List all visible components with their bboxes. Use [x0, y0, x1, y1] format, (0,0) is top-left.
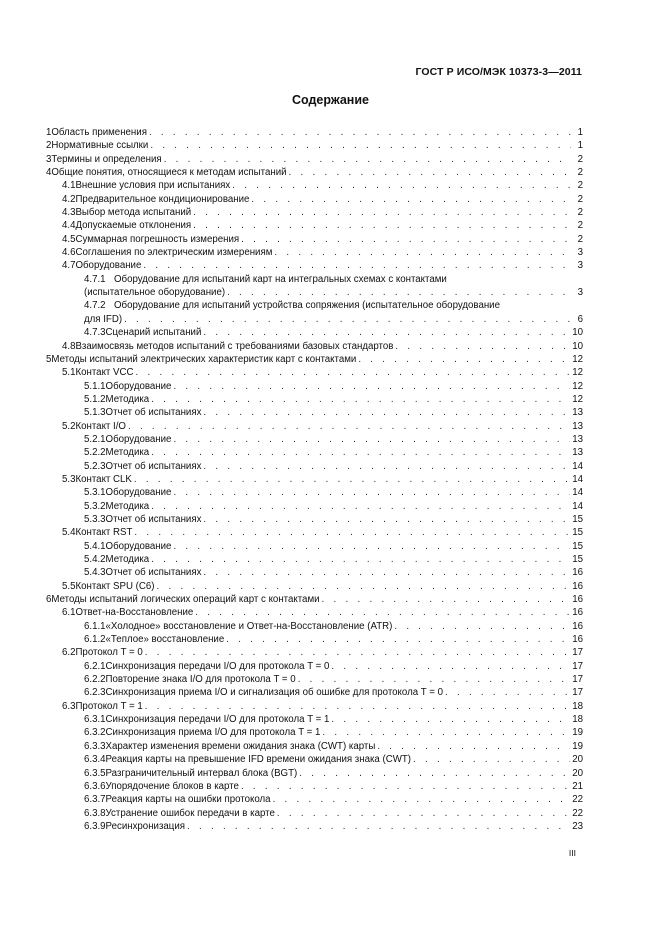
toc-entry[interactable] — [46, 767, 583, 780]
toc-entry-title: Методика — [105, 447, 150, 459]
toc-entry-number: 6.1.1 — [84, 620, 106, 632]
toc-entry-page: 23 — [572, 820, 583, 832]
dot-leader — [331, 660, 570, 673]
dot-leader — [203, 406, 570, 419]
toc-entry-page: 1 — [577, 127, 583, 138]
toc-entry-page: 3 — [577, 287, 583, 299]
dot-leader — [331, 713, 570, 726]
toc-entry-page: 6 — [577, 313, 583, 325]
toc-entry-page: 2 — [577, 233, 583, 245]
toc-entry-page: 2 — [577, 207, 583, 219]
toc-entry[interactable] — [46, 633, 583, 646]
toc-entry-title: Методы испытаний логических операций карт с контактами — [51, 594, 320, 606]
toc-entry-number: 5.1.2 — [84, 393, 106, 405]
toc-entry[interactable] — [46, 393, 583, 406]
toc-entry[interactable] — [46, 433, 583, 446]
dot-leader — [203, 460, 570, 473]
dot-leader — [143, 259, 571, 272]
toc-entry-number: 4.7.3 — [84, 327, 106, 339]
toc-entry-title: Протокол T = 0 — [75, 647, 143, 659]
toc-entry[interactable] — [46, 233, 583, 246]
dot-leader — [395, 340, 570, 353]
toc-entry-page: 3 — [577, 247, 583, 259]
toc-entry-title: Контакт I/O — [75, 420, 126, 432]
toc-entry-title-line1: Оборудование для испытаний карт на интегральных схемах с контактами — [114, 273, 447, 285]
toc-entry-page: 17 — [572, 647, 583, 659]
toc-entry[interactable] — [46, 686, 583, 699]
dot-leader — [277, 807, 570, 820]
dot-leader — [298, 673, 571, 686]
toc-entry-page: 12 — [572, 367, 583, 379]
toc-entry-page: 17 — [572, 660, 583, 672]
toc-entry-page: 16 — [572, 620, 583, 632]
dot-leader — [150, 139, 571, 152]
toc-entry-title: Методика — [105, 554, 150, 565]
toc-entry[interactable] — [46, 513, 583, 526]
dot-leader — [203, 566, 570, 579]
toc-entry[interactable] — [46, 219, 583, 232]
dot-leader — [173, 433, 570, 446]
toc-entry-number: 5.3.2 — [84, 500, 106, 512]
toc-entry-title: Отчет об испытаниях — [105, 460, 202, 472]
toc-entry-title: Ответ-на-Восстановление — [75, 607, 194, 619]
toc-entry-title: Оборудование — [105, 487, 172, 499]
dot-leader — [241, 780, 570, 793]
toc-entry-title: Характер изменения времени ожидания знака (CWT) карты — [105, 740, 376, 752]
toc-entry-number: 4.6 — [62, 247, 76, 259]
toc-entry-page: 1 — [577, 140, 583, 152]
dot-leader — [134, 526, 570, 539]
toc-entry[interactable] — [46, 153, 583, 166]
dot-leader — [358, 353, 570, 366]
toc-entry-page: 10 — [572, 340, 583, 352]
toc-entry-number: 4.8 — [62, 340, 76, 352]
toc-entry-number: 6.3.8 — [84, 807, 106, 819]
toc-entry-title: Оборудование — [75, 260, 142, 272]
dot-leader — [413, 753, 570, 766]
dot-leader — [151, 393, 570, 406]
toc-entry-number: 6.3 — [62, 700, 76, 712]
toc-entry-title: Устранение ошибок передачи в карте — [105, 807, 275, 819]
toc-entry-number: 6.3.6 — [84, 780, 106, 792]
toc-entry-number: 6.3.5 — [84, 767, 106, 779]
dot-leader — [164, 153, 571, 166]
toc-entry-page: 14 — [572, 487, 583, 499]
toc-entry[interactable] — [46, 353, 583, 366]
toc-entry[interactable] — [46, 326, 583, 339]
page-number: III — [568, 848, 576, 858]
toc-entry[interactable] — [46, 740, 583, 753]
dot-leader — [128, 420, 570, 433]
toc-entry-title: Контакт VCC — [75, 367, 134, 379]
toc-entry-title: Допускаемые отклонения — [75, 220, 192, 232]
toc-entry-title: для IFD) — [84, 313, 123, 325]
toc-entry-number: 6 — [46, 594, 52, 606]
toc-entry-title: Суммарная погрешность измерения — [75, 233, 240, 245]
toc-entry-title: Область применения — [51, 127, 147, 138]
toc-entry[interactable] — [46, 660, 583, 673]
dot-leader — [151, 500, 570, 513]
toc-entry-title: Внешние условия при испытаниях — [75, 180, 231, 192]
toc-entry-title: (испытательное оборудование) — [84, 287, 226, 299]
toc-entry-title: Термины и определения — [51, 153, 162, 165]
toc-entry-number: 5.1 — [62, 367, 76, 379]
toc-entry[interactable] — [46, 420, 583, 433]
toc-entry-page: 16 — [572, 580, 583, 592]
toc-entry-title: Методы испытаний электрических характеристик карт с контактами — [51, 353, 357, 365]
toc-entry-number: 6.3.1 — [84, 714, 106, 726]
dot-leader — [145, 700, 570, 713]
toc-entry-title: Контакт CLK — [75, 473, 132, 485]
toc-entry-title: Синхронизация передачи I/O для протокола T = 1 — [105, 714, 330, 726]
toc-entry-number: 4 — [46, 167, 52, 179]
toc-entry-page: 16 — [572, 607, 583, 619]
toc-entry-number: 5.3.3 — [84, 513, 106, 525]
toc-entry-number: 6.3.7 — [84, 794, 106, 806]
toc-entry-number: 5.5 — [62, 580, 76, 592]
dot-leader — [226, 633, 570, 646]
toc-entry-number: 6.2.3 — [84, 687, 106, 699]
toc-entry-number: 4.3 — [62, 207, 76, 219]
dot-leader — [322, 726, 570, 739]
toc-entry-number: 6.1.2 — [84, 634, 106, 646]
toc-entry-page: 17 — [572, 687, 583, 699]
toc-entry-page: 15 — [572, 554, 583, 565]
toc-entry[interactable] — [46, 340, 583, 353]
toc-entry-page: 19 — [572, 740, 583, 752]
toc-entry-number: 5 — [46, 353, 52, 365]
toc-entry[interactable] — [46, 620, 583, 633]
toc-entry-number: 6.3.3 — [84, 740, 106, 752]
toc-entry[interactable] — [46, 593, 583, 606]
toc-entry-number: 5.2.3 — [84, 460, 106, 472]
toc-entry-page: 16 — [572, 567, 583, 579]
toc-entry-title-line1: Оборудование для испытаний устройства сопряжения (испытательное оборудование — [114, 300, 500, 312]
toc-entry-number: 6.3.9 — [84, 820, 106, 832]
toc-entry-number: 4.7 — [62, 260, 76, 272]
toc-entry[interactable] — [46, 126, 583, 139]
toc-entry-number: 5.4.1 — [84, 540, 106, 552]
toc-entry[interactable] — [46, 380, 583, 393]
toc-entry-page: 16 — [572, 594, 583, 606]
toc-entry-title: Отчет об испытаниях — [105, 567, 202, 579]
toc-entry-title: Оборудование — [105, 380, 172, 392]
toc-entry-page: 18 — [572, 714, 583, 726]
dot-leader — [173, 380, 570, 393]
toc-entry-page: 17 — [572, 674, 583, 686]
dot-leader — [299, 767, 570, 780]
toc-entry[interactable] — [46, 139, 583, 152]
toc-entry-page: 2 — [577, 193, 583, 205]
dot-leader — [193, 219, 571, 232]
dot-leader — [445, 686, 570, 699]
toc-entry-page: 20 — [572, 767, 583, 779]
toc-entry-title: Реакция карты на превышение IFD времени ожидания знака (CWT) — [105, 754, 412, 766]
dot-leader — [232, 179, 571, 192]
toc-entry-page: 2 — [577, 180, 583, 192]
toc-entry[interactable] — [46, 473, 583, 486]
toc-entry[interactable] — [46, 700, 583, 713]
toc-entry-number: 5.4.3 — [84, 567, 106, 579]
toc-entry-number: 6.3.4 — [84, 754, 106, 766]
toc-entry-number: 5.4.2 — [84, 554, 106, 565]
toc-entry[interactable] — [46, 526, 583, 539]
toc-entry-page: 12 — [572, 393, 583, 405]
toc-entry-number: 5.2.1 — [84, 433, 106, 445]
toc-entry-page: 20 — [572, 754, 583, 766]
toc-entry-number: 4.4 — [62, 220, 76, 232]
toc-entry-number: 5.3 — [62, 473, 76, 485]
toc-entry-title: Оборудование — [105, 540, 172, 552]
toc-entry-title: Предварительное кондиционирование — [75, 193, 250, 205]
toc-entry-page: 12 — [572, 380, 583, 392]
toc-entry-title: Взаимосвязь методов испытаний с требованиями базовых стандартов — [75, 340, 394, 352]
toc-entry-number: 3 — [46, 153, 52, 165]
toc-entry-number: 6.2.1 — [84, 660, 106, 672]
dot-leader — [251, 193, 571, 206]
toc-entry-title: Контакт RST — [75, 527, 133, 539]
toc-entry[interactable] — [46, 753, 583, 766]
toc-entry-page: 22 — [572, 794, 583, 806]
toc-entry[interactable] — [46, 299, 583, 326]
toc-entry-title: Синхронизация приема I/O для протокола T = 1 — [105, 727, 321, 739]
toc-entry-page: 15 — [572, 513, 583, 525]
toc-entry-number: 4.2 — [62, 193, 76, 205]
toc-entry-number: 5.2 — [62, 420, 76, 432]
toc-entry[interactable] — [46, 726, 583, 739]
table-of-contents — [46, 126, 583, 833]
toc-entry[interactable] — [46, 540, 583, 553]
dot-leader — [203, 326, 570, 339]
toc-entry-page: 14 — [572, 473, 583, 485]
dot-leader — [157, 580, 571, 593]
dot-leader — [151, 446, 570, 459]
toc-entry-title: Реакция карты на ошибки протокола — [105, 794, 271, 806]
toc-entry-title: Общие понятия, относящиеся к методам испытаний — [51, 167, 287, 179]
toc-entry-page: 15 — [572, 540, 583, 552]
toc-entry-title: Повторение знака I/O для протокола T = 0 — [105, 674, 296, 686]
dot-leader — [149, 126, 571, 139]
toc-entry-title: Разграничительный интервал блока (BGT) — [105, 767, 298, 779]
toc-entry-title: Отчет об испытаниях — [105, 407, 202, 419]
toc-entry-number: 4.1 — [62, 180, 76, 192]
toc-entry-page: 21 — [572, 780, 583, 792]
toc-entry[interactable] — [46, 820, 583, 833]
toc-entry-number: 6.2.2 — [84, 674, 106, 686]
toc-entry-number: 4.7.2 — [84, 300, 106, 312]
page-title: Содержание — [291, 93, 369, 107]
toc-entry-title: «Теплое» восстановление — [105, 634, 225, 646]
toc-entry[interactable] — [46, 206, 583, 219]
toc-entry-number: 5.2.2 — [84, 447, 106, 459]
toc-entry-title: Контакт SPU (C6) — [75, 580, 155, 592]
dot-leader — [134, 473, 570, 486]
toc-entry-number: 5.3.1 — [84, 487, 106, 499]
toc-entry[interactable] — [46, 566, 583, 579]
toc-entry-page: 2 — [577, 220, 583, 232]
toc-entry[interactable] — [46, 500, 583, 513]
toc-entry-number: 4.7.1 — [84, 273, 106, 285]
toc-entry-number: 5.1.1 — [84, 380, 106, 392]
toc-entry-title: Методика — [105, 500, 150, 512]
toc-entry[interactable] — [46, 460, 583, 473]
toc-entry-number: 2 — [46, 140, 52, 152]
toc-entry-title: «Холодное» восстановление и Ответ-на-Восстановление (ATR) — [105, 620, 393, 632]
toc-entry-page: 13 — [572, 420, 583, 432]
toc-entry-number: 6.3.2 — [84, 727, 106, 739]
toc-entry-title: Нормативные ссылки — [51, 140, 149, 152]
toc-entry-number: 4.5 — [62, 233, 76, 245]
toc-entry-title: Выбор метода испытаний — [75, 207, 192, 219]
toc-entry[interactable] — [46, 166, 583, 179]
toc-entry-title: Отчет об испытаниях — [105, 513, 202, 525]
toc-entry-number: 5.1.3 — [84, 407, 106, 419]
dot-leader — [377, 740, 570, 753]
toc-entry-title: Синхронизация передачи I/O для протокола T = 0 — [105, 660, 330, 672]
toc-entry-title: Упорядочение блоков в карте — [105, 780, 239, 792]
toc-entry-page: 19 — [572, 727, 583, 739]
toc-entry-title: Протокол T = 1 — [75, 700, 143, 712]
toc-entry-page: 13 — [572, 407, 583, 419]
toc-entry-number: 1 — [46, 127, 52, 138]
toc-entry[interactable] — [46, 446, 583, 459]
toc-entry-title: Синхронизация приема I/O и сигнализация об ошибке для протокола T = 0 — [105, 687, 443, 699]
toc-entry-title: Сценарий испытаний — [105, 327, 202, 339]
dot-leader — [124, 313, 571, 326]
toc-entry-page: 2 — [577, 153, 583, 165]
dot-leader — [151, 553, 570, 566]
toc-entry[interactable] — [46, 273, 583, 300]
dot-leader — [227, 286, 571, 299]
toc-entry-title: Соглашения по электрическим измерениям — [75, 247, 273, 259]
dot-leader — [203, 513, 570, 526]
toc-entry-page: 13 — [572, 433, 583, 445]
toc-entry-page: 13 — [572, 447, 583, 459]
toc-entry-page: 12 — [572, 353, 583, 365]
toc-entry[interactable] — [46, 793, 583, 806]
toc-entry-title: Оборудование — [105, 433, 172, 445]
dot-leader — [145, 646, 570, 659]
toc-entry-page: 15 — [572, 527, 583, 539]
dot-leader — [241, 233, 571, 246]
toc-entry[interactable] — [46, 553, 583, 566]
standard-designation: ГОСТ Р ИСО/МЭК 10373-3—2011 — [415, 66, 582, 78]
dot-leader — [394, 620, 570, 633]
dot-leader — [322, 593, 571, 606]
toc-entry-title: Ресинхронизация — [105, 820, 185, 832]
dot-leader — [273, 793, 571, 806]
toc-entry[interactable] — [46, 807, 583, 820]
toc-entry-page: 14 — [572, 500, 583, 512]
toc-entry-page: 14 — [572, 460, 583, 472]
toc-entry[interactable] — [46, 246, 583, 259]
toc-entry[interactable] — [46, 193, 583, 206]
dot-leader — [173, 486, 570, 499]
toc-entry[interactable] — [46, 406, 583, 419]
dot-leader — [289, 166, 571, 179]
toc-entry-page: 18 — [572, 700, 583, 712]
toc-entry[interactable] — [46, 780, 583, 793]
toc-entry-page: 10 — [572, 327, 583, 339]
toc-entry-page: 2 — [577, 167, 583, 179]
toc-entry-number: 6.2 — [62, 647, 76, 659]
toc-entry[interactable] — [46, 259, 583, 272]
toc-entry-number: 6.1 — [62, 607, 76, 619]
dot-leader — [173, 540, 570, 553]
toc-entry[interactable] — [46, 606, 583, 619]
dot-leader — [136, 366, 571, 379]
toc-entry[interactable] — [46, 713, 583, 726]
dot-leader — [187, 820, 570, 833]
toc-entry-page: 22 — [572, 807, 583, 819]
toc-entry-number: 5.4 — [62, 527, 76, 539]
toc-entry[interactable] — [46, 580, 583, 593]
toc-entry[interactable] — [46, 486, 583, 499]
dot-leader — [274, 246, 571, 259]
toc-entry[interactable] — [46, 646, 583, 659]
toc-entry[interactable] — [46, 179, 583, 192]
toc-entry-title: Методика — [105, 393, 150, 405]
toc-entry-page: 3 — [577, 260, 583, 272]
dot-leader — [193, 206, 571, 219]
toc-entry-page: 16 — [572, 634, 583, 646]
toc-entry[interactable] — [46, 673, 583, 686]
dot-leader — [195, 606, 570, 619]
toc-entry[interactable] — [46, 366, 583, 379]
